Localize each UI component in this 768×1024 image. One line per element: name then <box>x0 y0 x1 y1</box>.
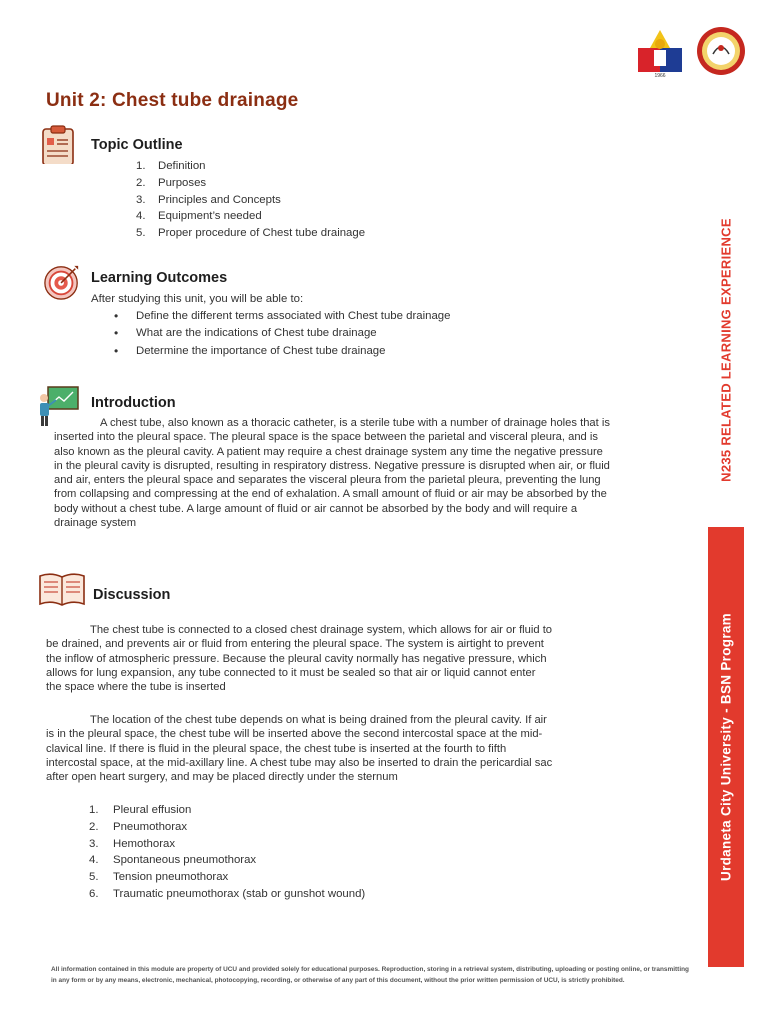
learning-outcomes-title: Learning Outcomes <box>91 270 228 286</box>
learning-outcomes-intro: After studying this unit, you will be able to: <box>91 293 304 305</box>
target-icon <box>43 262 81 307</box>
list-item: • Define the different terms associated with Chest tube drainage <box>114 309 451 323</box>
list-item: 3. Hemothorax <box>89 837 176 850</box>
discussion-paragraph-1 <box>46 623 620 694</box>
paragraph-line: The chest tube is connected to a closed chest drainage system, which allows for air or fluid to <box>90 624 553 636</box>
ucu-seal-logo <box>696 26 746 76</box>
paragraph-line: drainage system <box>54 517 137 530</box>
list-item: 4. Spontaneous pneumothorax <box>89 854 257 867</box>
list-item: 4. Equipment’s needed <box>136 210 262 223</box>
paragraph-line: the inflow of atmospheric pressure. Because the pleural cavity normally has negative pressure, which <box>46 652 547 665</box>
learning-outcomes-list <box>114 308 450 360</box>
paragraph-line: The location of the chest tube depends on what is being drained from the pleural cavity. If air <box>90 714 547 726</box>
discussion-title: Discussion <box>93 587 171 603</box>
discussion-list <box>89 802 365 903</box>
paragraph-line: the space where the tube is inserted <box>46 681 226 694</box>
list-item: • What are the indications of Chest tube drainage <box>114 326 377 341</box>
list-item: 1. Pleural effusion <box>89 804 192 816</box>
topic-outline-list <box>136 158 365 242</box>
paragraph-line: after open heart surgery, and may be placed directly under the sternum <box>46 771 398 784</box>
svg-text:1966: 1966 <box>654 73 666 78</box>
list-item: 2. Purposes <box>136 176 207 189</box>
list-item: 5. Proper procedure of Chest tube drainage <box>136 227 366 240</box>
list-item: 2. Pneumothorax <box>89 820 188 833</box>
paragraph-line: be drained, and prevents air or fluid from entering the pleural space. The system is airtight to prevent <box>46 638 544 651</box>
paragraph-line: clavical line. If there is fluid in the pleural space, the chest tube is inserted at the fourth to fifth <box>46 742 507 755</box>
introduction-paragraph <box>54 416 694 530</box>
paragraph-line: intercostal space, at the mid-axillary line. A chest tube may also be inserted to drain the pericardial sac <box>46 756 553 769</box>
paragraph-line: from collapsing and compressing at the end of exhalation. A small amount of fluid or air may be absorbed by the <box>54 488 607 501</box>
list-item: 1. Definition <box>136 160 206 172</box>
list-item: • Determine the importance of Chest tube drainage <box>114 343 386 358</box>
list-item: 3. Principles and Concepts <box>136 193 281 206</box>
paragraph-line: is in the pleural space, the chest tube will be inserted above the second intercostal space at the mid- <box>46 728 543 741</box>
introduction-title: Introduction <box>91 395 176 411</box>
course-side-label: N235 RELATED LEARNING EXPERIENCE <box>718 218 734 482</box>
unit-title: Unit 2: Chest tube drainage <box>46 90 299 111</box>
topic-outline-title: Topic Outline <box>91 137 183 153</box>
discussion-paragraph-2 <box>46 713 620 784</box>
paragraph-line: also known as the pleural cavity. A patient may require a chest drainage system any time the negative pressure <box>54 445 603 458</box>
list-item: 5. Tension pneumothorax <box>89 871 229 884</box>
paragraph-line: body without a chest tube. A large amount of fluid or air cannot be absorbed by the body and will require a <box>54 502 578 515</box>
paragraph-line: and air, enters the pleural space and separates the visceral pleura from the parietal pleura, preventing the lung <box>54 474 601 487</box>
paragraph-line: inserted into the pleural space. The pleural space is the space between the parietal and visceral pleura, and is <box>54 431 598 444</box>
open-book-icon <box>38 570 86 613</box>
paragraph-line: A chest tube, also known as a thoracic catheter, is a sterile tube with a number of drainage holes that is <box>100 417 610 429</box>
paragraph-line: in the pleural cavity is disrupted, resulting in respiratory distress. Negative pressure is disrupted when air, or fluid <box>54 459 610 472</box>
list-item: 6. Traumatic pneumothorax (stab or gunshot wound) <box>89 887 366 900</box>
header-logos <box>636 26 748 78</box>
paragraph-line: allows for lung expansion, any tube connected to it must be sealed so that air or liquid cannot enter <box>46 666 536 679</box>
copyright-footer: All information contained in this module are property of UCU and provided solely for educational purposes. Reproduction, storing in a retrieval system, distributing, uploading or posting online, or transmitting in any form or by any means, electronic, mechanical, photocopying, recording, or otherwise of any part of this document, without the prior written permission of UCU, is strictly prohibited. <box>51 966 689 984</box>
program-side-banner: Urdaneta City University - BSN Program <box>708 527 744 967</box>
clipboard-icon <box>40 124 80 169</box>
